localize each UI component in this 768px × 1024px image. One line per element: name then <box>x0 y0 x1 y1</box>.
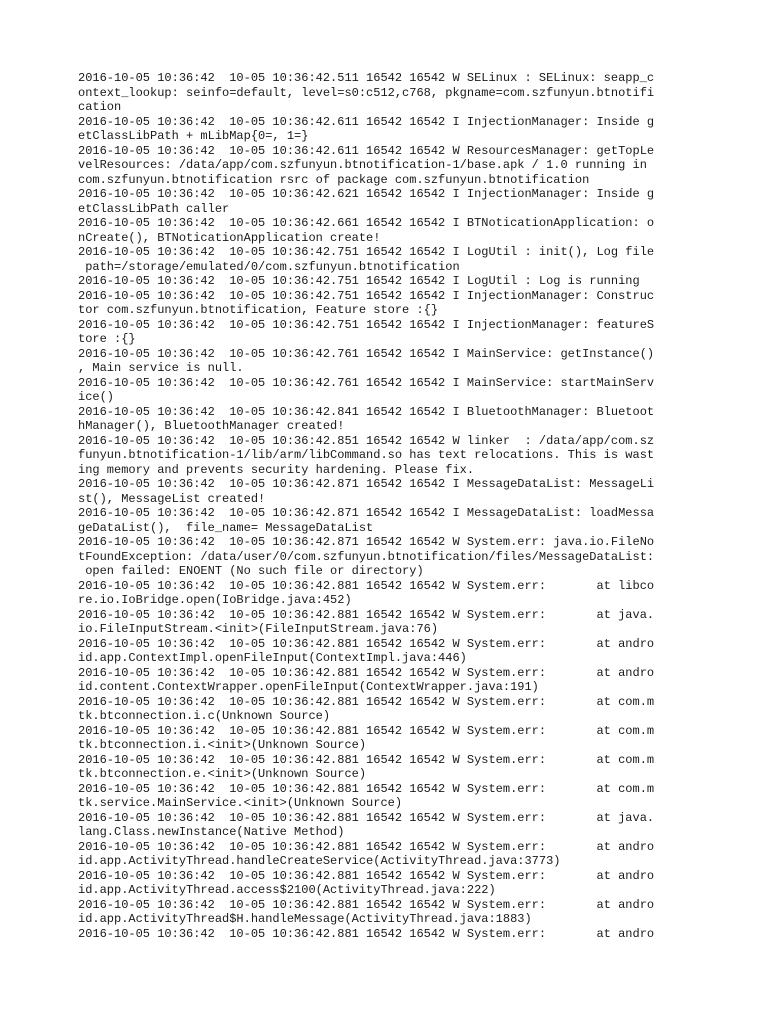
log-line: 2016-10-05 10:36:42 10-05 10:36:42.881 16542 16542 W System.err: at com.m <box>78 694 655 709</box>
log-line: tk.btconnection.e.<init>(Unknown Source) <box>78 767 367 781</box>
log-line: 2016-10-05 10:36:42 10-05 10:36:42.881 16542 16542 W System.err: at andro <box>78 926 655 941</box>
log-line: 2016-10-05 10:36:42 10-05 10:36:42.881 16542 16542 W System.err: at com.m <box>78 781 655 796</box>
log-line: id.app.ActivityThread$H.handleMessage(ActivityThread.java:1883) <box>78 912 532 926</box>
log-line: 2016-10-05 10:36:42 10-05 10:36:42.751 16542 16542 I LogUtil : init(), Log file <box>78 245 655 259</box>
log-line: 2016-10-05 10:36:42 10-05 10:36:42.881 16542 16542 W System.err: at andro <box>78 665 655 680</box>
log-line: 2016-10-05 10:36:42 10-05 10:36:42.611 16542 16542 W ResourcesManager: getTopLe <box>78 143 655 158</box>
log-line: 2016-10-05 10:36:42 10-05 10:36:42.511 16542 16542 W SELinux : SELinux: seapp_c <box>78 71 655 85</box>
log-line: st(), MessageList created! <box>78 491 266 506</box>
log-line: 2016-10-05 10:36:42 10-05 10:36:42.661 16542 16542 I BTNoticationApplication: o <box>78 216 655 230</box>
log-line: 2016-10-05 10:36:42 10-05 10:36:42.751 16542 16542 I LogUtil : Log is running <box>78 274 640 288</box>
log-line: tk.btconnection.i.c(Unknown Source) <box>78 709 331 723</box>
log-line: hManager(), BluetoothManager created! <box>78 419 345 433</box>
log-line: 2016-10-05 10:36:42 10-05 10:36:42.881 16542 16542 W System.err: at andro <box>78 839 655 854</box>
log-line: 2016-10-05 10:36:42 10-05 10:36:42.871 16542 16542 I MessageDataList: loadMessa <box>78 506 655 520</box>
log-line: tor com.szfunyun.btnotification, Feature store :{} <box>78 303 439 317</box>
log-line: 2016-10-05 10:36:42 10-05 10:36:42.851 16542 16542 W linker : /data/app/com.sz <box>78 433 655 448</box>
log-line: 2016-10-05 10:36:42 10-05 10:36:42.881 16542 16542 W System.err: at com.m <box>78 752 655 767</box>
log-text-block <box>78 71 698 941</box>
log-line: open failed: ENOENT (No such file or directory) <box>78 564 424 578</box>
log-line: etClassLibPath + mLibMap{0=, 1=} <box>78 129 309 143</box>
log-line: tk.service.MainService.<init>(Unknown Source) <box>78 796 403 810</box>
log-line: , Main service is null. <box>78 361 244 375</box>
log-line: tk.btconnection.i.<init>(Unknown Source) <box>78 738 367 752</box>
log-line: tFoundException: /data/user/0/com.szfunyun.btnotification/files/MessageDataList: <box>78 549 655 564</box>
log-line: velResources: /data/app/com.szfunyun.btnotification-1/base.apk / 1.0 running in <box>78 158 647 172</box>
log-line: 2016-10-05 10:36:42 10-05 10:36:42.761 16542 16542 I MainService: getInstance() <box>78 346 655 361</box>
log-line: 2016-10-05 10:36:42 10-05 10:36:42.841 16542 16542 I BluetoothManager: Bluetoot <box>78 404 655 419</box>
log-line: id.app.ActivityThread.handleCreateService(ActivityThread.java:3773) <box>78 854 561 868</box>
log-line: 2016-10-05 10:36:42 10-05 10:36:42.881 16542 16542 W System.err: at java. <box>78 810 655 825</box>
log-line: 2016-10-05 10:36:42 10-05 10:36:42.621 16542 16542 I InjectionManager: Inside g <box>78 187 655 201</box>
log-line: 2016-10-05 10:36:42 10-05 10:36:42.881 16542 16542 W System.err: at andro <box>78 868 655 883</box>
log-line: ontext_lookup: seinfo=default, level=s0:c512,c768, pkgname=com.szfunyun.btnotifi <box>78 85 655 100</box>
log-line: 2016-10-05 10:36:42 10-05 10:36:42.881 16542 16542 W System.err: at andro <box>78 897 655 912</box>
log-line: re.io.IoBridge.open(IoBridge.java:452) <box>78 593 352 607</box>
log-line: lang.Class.newInstance(Native Method) <box>78 825 345 839</box>
log-line: 2016-10-05 10:36:42 10-05 10:36:42.881 16542 16542 W System.err: at andro <box>78 636 655 651</box>
log-line: 2016-10-05 10:36:42 10-05 10:36:42.881 16542 16542 W System.err: at com.m <box>78 723 655 738</box>
log-line: funyun.btnotification-1/lib/arm/libCommand.so has text relocations. This is wast <box>78 448 655 462</box>
log-line: nCreate(), BTNoticationApplication create! <box>78 230 381 245</box>
log-line: id.app.ActivityThread.access$2100(ActivityThread.java:222) <box>78 883 496 897</box>
log-line: geDataList(), file_name= MessageDataList <box>78 520 374 535</box>
log-line: ing memory and prevents security hardening. Please fix. <box>78 462 475 477</box>
log-line: 2016-10-05 10:36:42 10-05 10:36:42.751 16542 16542 I InjectionManager: featureS <box>78 317 655 332</box>
log-line: 2016-10-05 10:36:42 10-05 10:36:42.881 16542 16542 W System.err: at java. <box>78 607 655 622</box>
log-line: com.szfunyun.btnotification rsrc of package com.szfunyun.btnotification <box>78 172 590 187</box>
log-line: 2016-10-05 10:36:42 10-05 10:36:42.761 16542 16542 I MainService: startMainServ <box>78 375 655 390</box>
log-line: cation <box>78 100 122 114</box>
log-line: etClassLibPath caller <box>78 201 230 216</box>
log-line: 2016-10-05 10:36:42 10-05 10:36:42.881 16542 16542 W System.err: at libco <box>78 578 655 593</box>
log-line: 2016-10-05 10:36:42 10-05 10:36:42.751 16542 16542 I InjectionManager: Construc <box>78 288 655 303</box>
log-line: 2016-10-05 10:36:42 10-05 10:36:42.871 16542 16542 W System.err: java.io.FileNo <box>78 535 655 549</box>
log-line: io.FileInputStream.<init>(FileInputStream.java:76) <box>78 622 439 636</box>
log-line: id.app.ContextImpl.openFileInput(ContextImpl.java:446) <box>78 651 467 665</box>
log-line: id.content.ContextWrapper.openFileInput(ContextWrapper.java:191) <box>78 680 539 694</box>
log-line: 2016-10-05 10:36:42 10-05 10:36:42.611 16542 16542 I InjectionManager: Inside g <box>78 114 655 129</box>
log-line: tore :{} <box>78 332 136 346</box>
log-line: path=/storage/emulated/0/com.szfunyun.btnotification <box>78 259 460 274</box>
log-line: ice() <box>78 390 115 404</box>
log-line: 2016-10-05 10:36:42 10-05 10:36:42.871 16542 16542 I MessageDataList: MessageLi <box>78 477 655 491</box>
